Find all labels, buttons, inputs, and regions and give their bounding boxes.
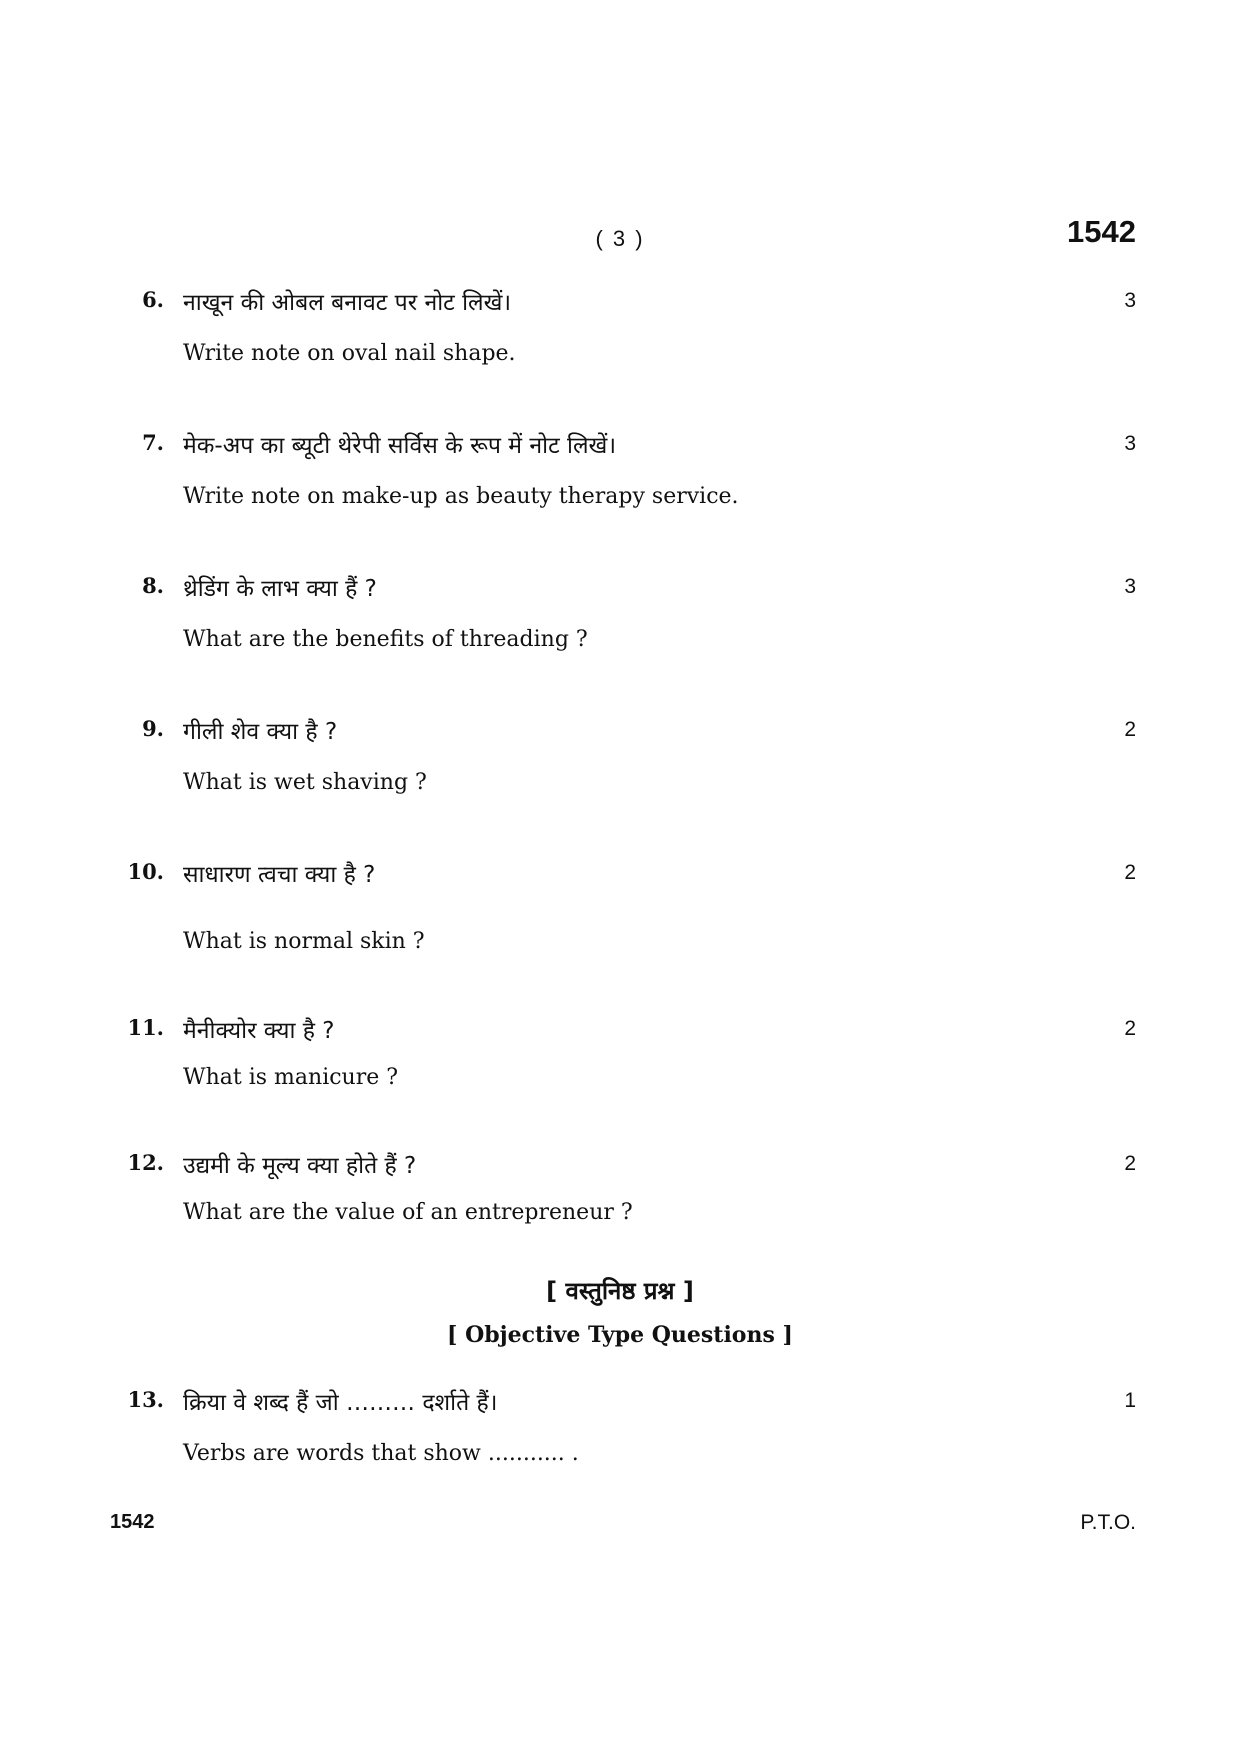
question-text-english: Verbs are words that show ........... . (183, 1441, 579, 1466)
question-text-english: What is normal skin ? (183, 929, 425, 954)
question-marks: 3 (1124, 289, 1136, 312)
paper-code-header: 1542 (1067, 214, 1136, 249)
question-text-english: Write note on make-up as beauty therapy service. (183, 484, 739, 509)
paper-code-footer: 1542 (110, 1511, 155, 1533)
pto-label: P.T.O. (1080, 1511, 1136, 1534)
question-number: 13. (127, 1387, 164, 1412)
question-text-hindi: गीली शेव क्या है ? (183, 719, 338, 745)
question-text-hindi: उद्यमी के मूल्य क्या होते हैं ? (183, 1153, 417, 1179)
section-heading-hindi: [ वस्तुनिष्ठ प्रश्न ] (546, 1277, 694, 1305)
question-number: 11. (127, 1015, 164, 1040)
question-text-english: What is wet shaving ? (183, 770, 427, 795)
question-marks: 2 (1124, 1152, 1136, 1175)
question-text-english: What is manicure ? (183, 1065, 399, 1090)
question-text-hindi: थ्रेडिंग के लाभ क्या हैं ? (183, 576, 377, 602)
question-text-english: What are the value of an entrepreneur ? (183, 1200, 633, 1225)
question-text-hindi: मेक-अप का ब्यूटी थेरेपी सर्विस के रूप में नोट लिखें। (183, 433, 617, 459)
question-marks: 3 (1124, 432, 1136, 455)
question-text-hindi: नाखून की ओबल बनावट पर नोट लिखें। (183, 290, 512, 316)
question-text-hindi: मैनीक्योर क्या है ? (183, 1018, 335, 1044)
question-text-english: Write note on oval nail shape. (183, 341, 516, 366)
question-number: 7. (142, 430, 164, 455)
question-number: 8. (142, 573, 164, 598)
question-text-hindi: क्रिया वे शब्द हैं जो ……… दर्शाते हैं। (183, 1390, 498, 1416)
question-marks: 2 (1124, 861, 1136, 884)
question-marks: 2 (1124, 1017, 1136, 1040)
question-number: 9. (142, 716, 164, 741)
question-number: 10. (127, 859, 164, 884)
question-number: 12. (127, 1150, 164, 1175)
question-marks: 3 (1124, 575, 1136, 598)
question-marks: 2 (1124, 718, 1136, 741)
question-number: 6. (142, 287, 164, 312)
question-text-english: What are the benefits of threading ? (183, 627, 588, 652)
page-number: ( 3 ) (595, 226, 645, 251)
question-text-hindi: साधारण त्वचा क्या है ? (183, 862, 376, 888)
question-marks: 1 (1124, 1389, 1136, 1412)
section-heading-english: [ Objective Type Questions ] (447, 1322, 793, 1348)
